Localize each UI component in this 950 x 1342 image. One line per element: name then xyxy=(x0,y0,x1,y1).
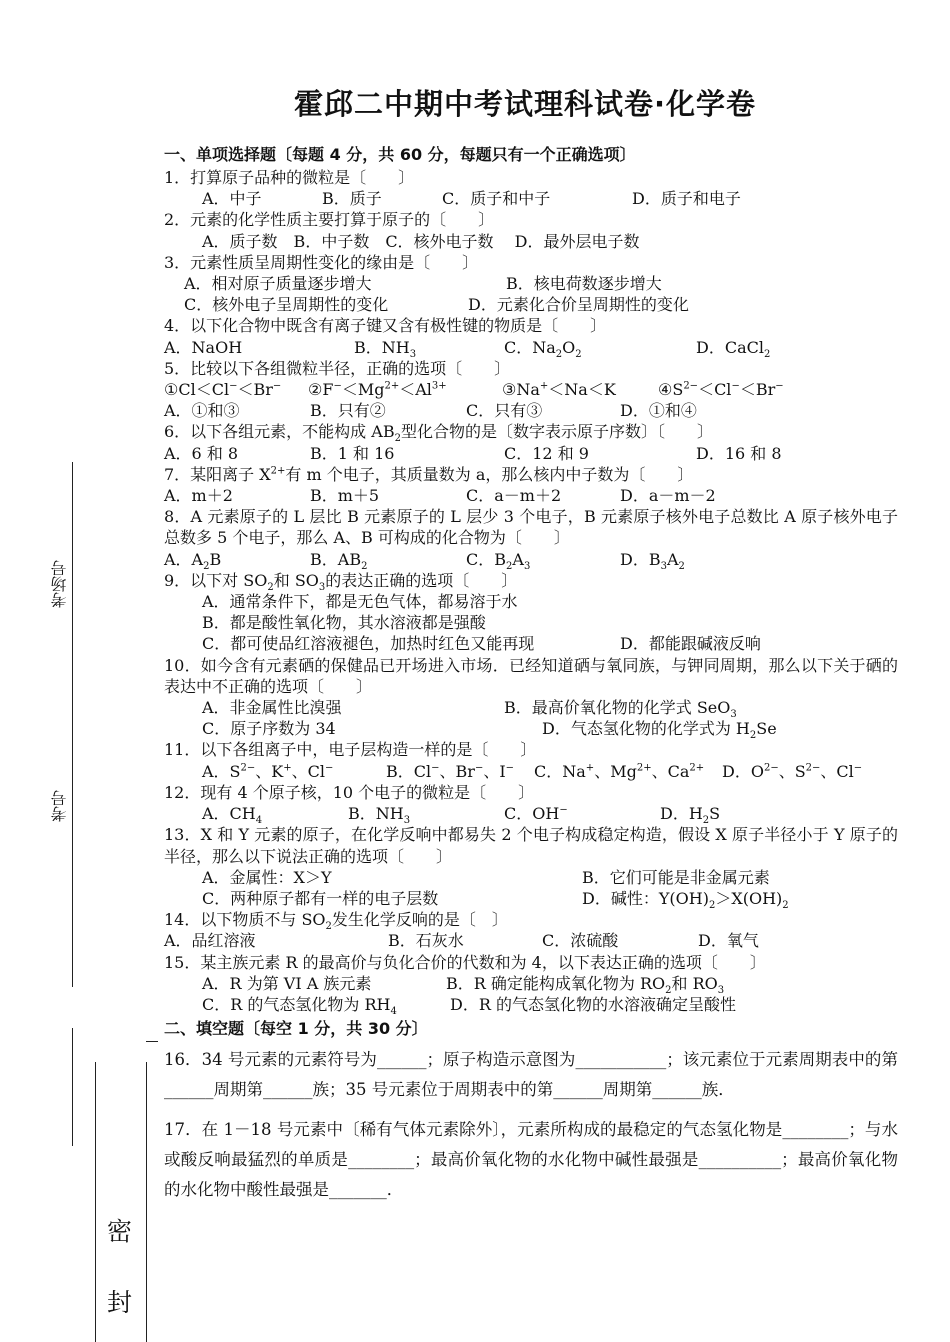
q9-options-cd xyxy=(164,633,898,654)
q10-option-b: B．最高价氧化物的化学式 SeO$_3$ xyxy=(504,698,737,721)
q12-option-a: A．$CH_4$ xyxy=(202,804,263,827)
q4-option-a: A．NaOH xyxy=(164,337,243,357)
q5-statements xyxy=(164,379,898,400)
q1-options xyxy=(164,188,898,209)
q7-stem: 7．某阳离子 $X^{2+}$有 m 个电子，其质量数为 a，那么核内中子数为〔 〕 xyxy=(164,464,694,484)
q11-options xyxy=(164,761,898,782)
seal-char-feng: 封 xyxy=(107,1288,133,1317)
q5-option-d: D．①和④ xyxy=(620,401,697,421)
q9-option-d: D．都能跟碱液反响 xyxy=(620,634,761,654)
q1-option-a: A．中子 xyxy=(202,189,262,209)
q6-stem: 6．以下各组元素，不能构成 $AB_2$型化合物的是〔数字表示原子序数〕〔 〕 xyxy=(164,422,713,445)
q15-options-ab xyxy=(164,973,898,994)
q11-stem: 11．以下各组离子中，电子层构造一样的是〔 〕 xyxy=(164,740,537,760)
q13-option-a: A．金属性：X＞Y xyxy=(202,867,332,887)
seal-line-right xyxy=(146,1062,147,1342)
q5-statement-3: ③Na+＜Na＜K xyxy=(502,380,616,400)
binding-line-2 xyxy=(72,1028,73,1146)
q8-option-d: D．$B_3A_2$ xyxy=(620,549,685,572)
q2-options: A．质子数 B．中子数 C．核外电子数 D．最外层电子数 xyxy=(202,231,640,251)
q15-option-d: D．R 的气态氢化物的水溶液确定呈酸性 xyxy=(450,994,736,1014)
q7-option-b: B．m＋5 xyxy=(310,486,380,506)
q15-stem: 15．某主族元素 R 的最高价与负化合价的代数和为 4，以下表达正确的选项〔 〕 xyxy=(164,952,766,972)
q13-option-c: C．两种原子都有一样的电子层数 xyxy=(202,888,439,908)
q3-option-a: A．相对原子质量逐步增大 xyxy=(184,274,372,294)
q14-option-d: D．氧气 xyxy=(698,931,759,951)
q8-stem: 8．A 元素原子的 L 层比 B 元素原子的 L 层少 3 个电子，B 元素原子核外电子总数比 A 原子核外电子总数多 5 个电子，那么 A、B 可构成的化合物为〔 〕 xyxy=(164,507,898,548)
q13-options-cd xyxy=(164,888,898,912)
q7-options xyxy=(164,485,898,506)
q5-option-c: C．只有③ xyxy=(466,401,543,421)
q3-options-cd xyxy=(164,294,898,315)
q5-statement-1: ①Cl＜Cl−＜Br− xyxy=(164,380,282,400)
q3-option-c: C．核外电子呈周期性的变化 xyxy=(184,295,389,315)
page-title: 霍邱二中期中考试理科试卷·化学卷 xyxy=(293,87,757,121)
q17-text: 17．在 1－18 号元素中〔稀有气体元素除外〕，元素所构成的最稳定的气态氢化物是________；与水或酸反响最猛烈的单质是________；最高价氧化物的水化物中碱性最强是__________；最高价氧化物的水化物中酸性最强是_______． xyxy=(164,1120,898,1200)
q7-option-c: C．a－m＋2 xyxy=(466,486,562,506)
q13-options-ab xyxy=(164,867,898,888)
q14-option-b: B．石灰水 xyxy=(388,931,464,951)
q12-option-d: D．$H_2S$ xyxy=(660,804,721,827)
q14-option-a: A．品红溶液 xyxy=(164,931,256,951)
q5-option-a: A．①和③ xyxy=(164,401,240,421)
q12-options xyxy=(164,803,898,827)
q13-option-d: D．碱性：$Y(OH)_2>X(OH)_2$ xyxy=(582,888,789,912)
q1-option-d: D．质子和电子 xyxy=(632,189,741,209)
q14-options xyxy=(164,930,898,951)
q4-option-b: B．$NH_3$ xyxy=(354,337,417,360)
q9-option-a: A．通常条件下，都是无色气体，都易溶于水 xyxy=(202,592,518,612)
q5-option-b: B．只有② xyxy=(310,401,386,421)
q14-option-c: C．浓硫酸 xyxy=(542,931,619,951)
q11-option-b: B．Cl−、Br−、I− xyxy=(386,761,515,781)
seal-char-mi: 密 xyxy=(107,1217,133,1246)
q3-options-ab xyxy=(164,273,898,294)
q15-options-cd xyxy=(164,994,898,1018)
q6-option-a: A．6 和 8 xyxy=(164,443,239,463)
q7-option-a: A．m＋2 xyxy=(164,486,233,506)
q12-option-b: B．$NH_3$ xyxy=(348,804,411,827)
q10-options-cd xyxy=(164,718,898,742)
q3-option-d: D．元素化合价呈周期性的变化 xyxy=(468,295,689,315)
q15-option-c: C．R 的气态氢化物为 $RH_4$ xyxy=(202,994,397,1018)
binding-line-1 xyxy=(72,462,73,987)
q3-stem: 3．元素性质呈周期性变化的缘由是〔 〕 xyxy=(164,252,479,272)
q6-option-b: B．1 和 16 xyxy=(310,443,395,463)
q7-option-d: D．a－m－2 xyxy=(620,486,716,506)
q10-option-c: C．原子序数为 34 xyxy=(202,719,336,739)
q10-option-a: A．非金属性比溴强 xyxy=(202,698,342,718)
q15-option-a: A．R 为第 VI A 族元素 xyxy=(202,973,372,993)
q5-statement-2: $②F^-<Mg^{2+}<Al^{3+}$ xyxy=(308,380,447,400)
q6-option-c: C．12 和 9 xyxy=(504,443,589,463)
q9-stem: 9．以下对 $SO_2$和 $SO_3$的表达正确的选项〔 〕 xyxy=(164,570,518,594)
q2-stem: 2．元素的化学性质主要打算于原子的〔 〕 xyxy=(164,210,495,230)
q15-option-b: B．R 确定能构成氧化物为 $RO_2$和 $RO_3$ xyxy=(446,973,725,996)
seal-line-left xyxy=(95,1062,96,1342)
exam-content xyxy=(164,143,898,1205)
q11-option-d: D．$O^{2-}$、$S^{2-}$、Cl− xyxy=(722,761,863,781)
q4-options xyxy=(164,337,898,358)
q13-option-b: B．它们可能是非金属元素 xyxy=(582,867,770,887)
q8-option-c: C．$B_2A_3$ xyxy=(466,549,531,572)
q1-option-c: C．质子和中子 xyxy=(442,189,551,209)
seal-top-line xyxy=(146,1041,158,1042)
q1-option-b: B．质子 xyxy=(322,189,382,209)
q4-stem: 4．以下化合物中既含有离子键又含有极性键的物质是〔 〕 xyxy=(164,316,607,336)
q13-stem: 13．X 和 Y 元素的原子，在化学反响中都易失 2 个电子构成稳定构造，假设 X 原子半径小于 Y 原子的半径，那么以下说法正确的选项〔 〕 xyxy=(164,825,898,866)
q9-option-c: C．都可使品红溶液褪色，加热时红色又能再现 xyxy=(202,634,535,654)
q8-option-b: B．$AB_2$ xyxy=(310,549,368,572)
q1-stem: 1．打算原子品种的微粒是〔 〕 xyxy=(164,168,415,187)
q10-option-d: D．气态氢化物的化学式为 $H_2Se$ xyxy=(542,719,777,742)
q10-stem: 10．如今含有元素硒的保健品已开场进入市场．已经知道硒与氧同族，与钾同周期，那么以下关于硒的表达中不正确的选项〔 〕 xyxy=(164,655,898,696)
q4-option-c: C．$Na_2O_2$ xyxy=(504,337,582,360)
q4-option-d: D．CaCl$_2$ xyxy=(696,337,771,360)
q11-option-a: A．$S^{2-}$、K+、Cl− xyxy=(202,761,334,781)
q6-option-d: D．16 和 8 xyxy=(696,443,782,463)
section2-heading: 二、填空题〔每空 1 分，共 30 分〕 xyxy=(164,1019,428,1039)
q8-option-a: A．$A_2B$ xyxy=(164,549,222,572)
q8-options xyxy=(164,549,898,570)
q11-option-c: C．Na+、$Mg^{2+}$、$Ca^{2+}$ xyxy=(534,761,705,781)
q16-text: 16．34 号元素的元素符号为______；原子构造示意图为___________；该元素位于元素周期表中的第______周期第______族；35 号元素位于周期表中的第______周期第______族． xyxy=(164,1050,898,1100)
q6-options xyxy=(164,443,898,464)
section1-heading: 一、单项选择题〔每题 4 分，共 60 分，每题只有一个正确选项〕 xyxy=(164,145,636,164)
q5-stem: 5．比较以下各组微粒半径，正确的选项〔 〕 xyxy=(164,358,511,378)
q3-option-b: B．核电荷数逐步增大 xyxy=(506,274,662,294)
q10-options-ab xyxy=(164,697,898,721)
exam-room-label: 考场号 xyxy=(50,560,69,608)
q5-statement-4: $④S^{2-}<Cl^-<Br^-$ xyxy=(658,380,784,400)
q5-options xyxy=(164,400,898,421)
exam-number-label: 考号 xyxy=(50,790,69,822)
q12-option-c: C．OH− xyxy=(504,804,568,824)
q14-stem: 14．以下物质不与 $SO_2$发生化学反响的是〔 〕 xyxy=(164,910,508,933)
q12-stem: 12．现有 4 个原子核，10 个电子的微粒是〔 〕 xyxy=(164,782,535,802)
q9-option-b: B．都是酸性氧化物，其水溶液都是强酸 xyxy=(202,613,486,633)
